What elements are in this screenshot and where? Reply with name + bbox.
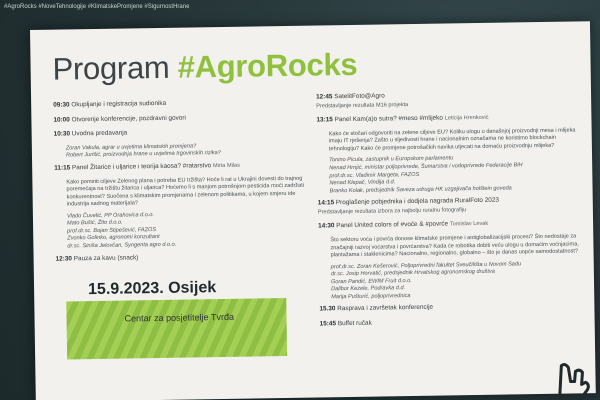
panel-description: Kako će stočari odgovoriti na zelene ciljeve EU? Koliku ulogu u današnjoj proizvodnji mesa i mlijeka imaju IT rješenja? Zašto u sljedivosti hrane i nacionalnim označama ne koristimo blockchain tehnologiju? Kako će promjene potrošačkih navika utjecati na domaću proizvodnju mlijeka?: [328, 127, 576, 153]
entry-time: 11:15: [54, 164, 71, 172]
entry-title: Panel Žitarice i uljarice i teorija kaosa? #ratarstvo: [71, 162, 212, 172]
entry-title: Pauza za kavu (snack): [73, 253, 139, 262]
schedule-entry: [318, 219, 583, 232]
schedule-entry: [318, 196, 583, 217]
entry-title: SatelitFoto@Agro: [334, 92, 385, 101]
entry-time: 10:00: [53, 116, 70, 124]
panel-description: Kako pomiriti ciljeve Zelenog plana i potreba EU tržišta? Hoće li rat u Ukrajini dovesti do trajnog poremećaja na tržištu žitarica i uljarica? Hoćemo li s manjom potrošnjom pesticida moći zadržati konkurentnost? Suočena s klimatskim promjenama i zelenom politikama, u kojem smjeru ide industrija sadnog materijala?: [66, 175, 305, 208]
event-banner: [66, 298, 287, 359]
entry-time: 15:45: [319, 320, 337, 328]
schedule-entry: [54, 127, 309, 140]
entry-title: Proglašenje pobjednika i dodjela nagrada RuralFoto 2023: [335, 196, 500, 207]
panel-description: Što sektoru voća i povrća donose klimatske promjene i antiglobalizacijski procesi? Što nedostaje za značajniji razvoj voćarstva i povrćarstva? Kada će robotika dobiti veću ulogu u domaćim voćnjacima, plantažama i staklenicima? Nacionalno, regionalno, globalno – što je danas uopće samodostatnost?: [330, 233, 579, 259]
entry-title: Uvodna predavanja: [71, 129, 128, 138]
schedule-entry: [53, 112, 308, 125]
speaker-list: [66, 142, 309, 161]
speaker-name: dr.sc. Siniša Jelovčan, Syngenta agro d.o.o.: [67, 241, 177, 250]
speaker-name: Branko Kolak, predsjednik Saveza udruga HK uzgajivača holštein goveda: [329, 185, 512, 194]
speaker-name: dr.sc. Josip Horvatić, predsjednik Hrvatskog agronomskog društva: [330, 268, 495, 278]
speaker-name: Marija Pušturić, poljoprivrednica: [331, 292, 411, 301]
entry-moderator: Tomislav Levak: [449, 221, 489, 228]
event-date: 15.9.2023. Osijek: [87, 279, 217, 299]
entry-subtitle: Predstavljanje rezultata izbora za najbolju ruralnu fotografiju: [317, 207, 467, 216]
page-title: [52, 47, 357, 88]
speaker-name: Nenad Klepač, Vindija d.d.: [329, 179, 396, 187]
speaker-name: prof.dr.sc. Zoran Kešerović, Poljoprivredni fakultet Sveučilišta u Novom Sadu: [330, 260, 522, 270]
left-column: [53, 98, 311, 270]
entry-time: 09:30: [53, 101, 70, 109]
speaker-list: [329, 154, 583, 196]
speaker-name: prof.dr.sc. Vladimir Margeta, FAZOS: [329, 171, 420, 179]
speaker-name: Nenad Hrnjić, ministar poljoprivrede, Šumarstva i vodoprivrede Federacije BiH: [329, 162, 523, 172]
hashtag-line: #AgroRocks #NoveTehnologije #KlimatskePromjene #SigurnostHrane: [4, 4, 190, 10]
entry-time: 14:30: [318, 222, 335, 230]
entry-time: 15.30: [319, 305, 336, 313]
speaker-name: Zoran Vakula, agrar u uvjetima klimatskih promjena?: [65, 143, 197, 152]
speaker-list: [67, 209, 311, 251]
speaker-name: prof.dr.sc. Bojan Stipešević, FAZOS: [67, 226, 157, 235]
right-column: [316, 89, 585, 335]
entry-title: Otvorenje konferencije, pozdravni govori: [71, 114, 186, 123]
entry-title: Panel United colors of #voće & #povrće: [336, 220, 449, 230]
schedule-entry: [56, 251, 311, 264]
speaker-list: [331, 260, 585, 302]
entry-time: 12:45: [316, 93, 333, 101]
schedule-entry: [319, 302, 584, 315]
speaker-name: Zvonko Golinko, agronomi konzultant: [67, 234, 160, 242]
entry-moderator: Mirta Milas: [212, 162, 241, 170]
schedule-entry: [316, 113, 581, 126]
top-strip: [0, 0, 600, 20]
schedule-entry: [53, 98, 308, 111]
entry-title: Rasprava i završetak konferencije: [337, 304, 434, 313]
schedule-entry: [320, 316, 585, 329]
entry-time: 10:30: [53, 130, 71, 138]
speaker-name: Tonino Picula, zastupnik u Europskom parlamentu: [329, 155, 454, 164]
entry-time: 13:15: [316, 116, 333, 124]
speaker-name: Robert Jurišić, proizvodnja hrane u uvjetima trgovinskih rizika?: [65, 150, 221, 159]
speaker-name: Vlado Čuvelić, PP Orahovica d.o.o.: [66, 211, 155, 220]
entry-time: 14:15: [317, 199, 335, 207]
entry-title: Panel Kam(a)o sutra? #meso #mlijeko: [334, 114, 443, 124]
rock-hand-icon: [555, 361, 596, 400]
event-venue: Centar za posjetitelje Tvrđa: [124, 311, 234, 324]
entry-time: 12:30: [55, 254, 73, 263]
entry-subtitle: Predstavljanje rezultata M16 projekta: [316, 101, 409, 110]
program-sheet: [30, 21, 596, 400]
title-accent: #AgroRocks: [177, 46, 358, 85]
speaker-name: Dalibor Kezele, Podravka d.d.: [331, 285, 406, 293]
schedule-entry: [316, 89, 581, 110]
speaker-name: Mato Bušić, Žito d.o.o.: [67, 219, 123, 227]
entry-title: Okupljanje i registracija sudionika: [71, 99, 167, 109]
speaker-name: Goran Pandić, EWIM Fruit d.o.o.: [330, 277, 412, 286]
entry-moderator: Leticija Hrenković: [444, 114, 489, 122]
title-plain: Program: [52, 49, 178, 87]
schedule-entry: [54, 161, 309, 174]
entry-title: Buffet ručak: [337, 319, 372, 328]
